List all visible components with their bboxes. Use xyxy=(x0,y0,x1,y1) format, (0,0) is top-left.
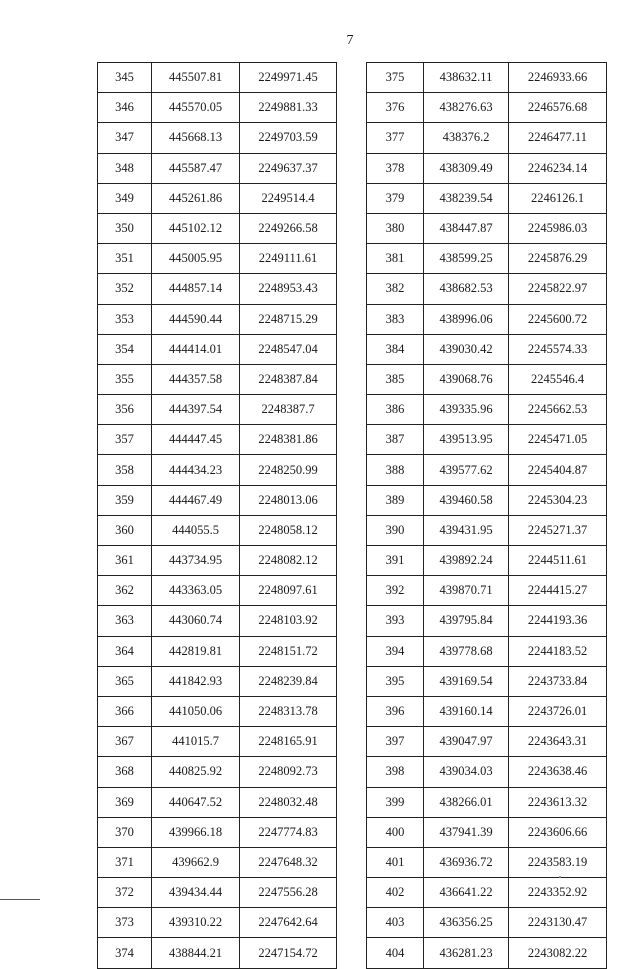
x-coordinate-cell: 439034.03 xyxy=(424,757,509,787)
coordinate-table-right xyxy=(366,62,607,969)
x-coordinate-cell: 438239.54 xyxy=(424,183,509,213)
y-coordinate-cell: 2246933.66 xyxy=(509,63,607,93)
point-number-cell: 377 xyxy=(367,123,424,153)
y-coordinate-cell: 2245876.29 xyxy=(509,244,607,274)
y-coordinate-cell: 2245304.23 xyxy=(509,485,607,515)
table-row xyxy=(98,696,337,726)
table-row xyxy=(367,425,607,455)
table-row xyxy=(367,183,607,213)
x-coordinate-cell: 436641.22 xyxy=(424,878,509,908)
x-coordinate-cell: 443734.95 xyxy=(152,546,240,576)
x-coordinate-cell: 438276.63 xyxy=(424,93,509,123)
y-coordinate-cell: 2243643.31 xyxy=(509,727,607,757)
table-row xyxy=(367,606,607,636)
table-row xyxy=(367,93,607,123)
table-row xyxy=(367,727,607,757)
y-coordinate-cell: 2248092.73 xyxy=(240,757,337,787)
point-number-cell: 390 xyxy=(367,515,424,545)
table-row xyxy=(98,938,337,968)
y-coordinate-cell: 2245822.97 xyxy=(509,274,607,304)
table-row xyxy=(367,546,607,576)
table-row xyxy=(98,787,337,817)
point-number-cell: 353 xyxy=(98,304,152,334)
y-coordinate-cell: 2243613.32 xyxy=(509,787,607,817)
x-coordinate-cell: 438376.2 xyxy=(424,123,509,153)
y-coordinate-cell: 2248547.04 xyxy=(240,334,337,364)
point-number-cell: 360 xyxy=(98,515,152,545)
x-coordinate-cell: 439778.68 xyxy=(424,636,509,666)
scan-speck xyxy=(559,876,561,878)
table-row xyxy=(98,364,337,394)
point-number-cell: 382 xyxy=(367,274,424,304)
y-coordinate-cell: 2248151.72 xyxy=(240,636,337,666)
y-coordinate-cell: 2243352.92 xyxy=(509,878,607,908)
point-number-cell: 379 xyxy=(367,183,424,213)
table-row xyxy=(98,153,337,183)
table-row xyxy=(367,63,607,93)
table-row xyxy=(367,455,607,485)
point-number-cell: 398 xyxy=(367,757,424,787)
y-coordinate-cell: 2248715.29 xyxy=(240,304,337,334)
point-number-cell: 387 xyxy=(367,425,424,455)
point-number-cell: 376 xyxy=(367,93,424,123)
point-number-cell: 369 xyxy=(98,787,152,817)
table-row xyxy=(367,696,607,726)
table-row xyxy=(367,123,607,153)
point-number-cell: 400 xyxy=(367,817,424,847)
point-number-cell: 355 xyxy=(98,364,152,394)
x-coordinate-cell: 436936.72 xyxy=(424,847,509,877)
y-coordinate-cell: 2248082.12 xyxy=(240,546,337,576)
point-number-cell: 363 xyxy=(98,606,152,636)
point-number-cell: 368 xyxy=(98,757,152,787)
table-row xyxy=(98,213,337,243)
y-coordinate-cell: 2249637.37 xyxy=(240,153,337,183)
x-coordinate-cell: 442819.81 xyxy=(152,636,240,666)
x-coordinate-cell: 439047.97 xyxy=(424,727,509,757)
x-coordinate-cell: 445507.81 xyxy=(152,63,240,93)
x-coordinate-cell: 436281.23 xyxy=(424,938,509,968)
point-number-cell: 381 xyxy=(367,244,424,274)
table-row xyxy=(367,757,607,787)
table-row xyxy=(367,485,607,515)
y-coordinate-cell: 2244193.36 xyxy=(509,606,607,636)
table-row xyxy=(98,395,337,425)
y-coordinate-cell: 2245986.03 xyxy=(509,213,607,243)
y-coordinate-cell: 2247556.28 xyxy=(240,878,337,908)
x-coordinate-cell: 445261.86 xyxy=(152,183,240,213)
x-coordinate-cell: 439662.9 xyxy=(152,847,240,877)
x-coordinate-cell: 441050.06 xyxy=(152,696,240,726)
point-number-cell: 396 xyxy=(367,696,424,726)
y-coordinate-cell: 2244183.52 xyxy=(509,636,607,666)
point-number-cell: 350 xyxy=(98,213,152,243)
y-coordinate-cell: 2243583.19 xyxy=(509,847,607,877)
point-number-cell: 392 xyxy=(367,576,424,606)
table-row xyxy=(98,546,337,576)
y-coordinate-cell: 2245662.53 xyxy=(509,395,607,425)
point-number-cell: 372 xyxy=(98,878,152,908)
point-number-cell: 402 xyxy=(367,878,424,908)
table-row xyxy=(98,636,337,666)
point-number-cell: 399 xyxy=(367,787,424,817)
y-coordinate-cell: 2243638.46 xyxy=(509,757,607,787)
table-row xyxy=(98,455,337,485)
y-coordinate-cell: 2246234.14 xyxy=(509,153,607,183)
table-row xyxy=(98,334,337,364)
point-number-cell: 391 xyxy=(367,546,424,576)
point-number-cell: 362 xyxy=(98,576,152,606)
page-number: 7 xyxy=(346,33,354,48)
x-coordinate-cell: 438844.21 xyxy=(152,938,240,968)
y-coordinate-cell: 2249111.61 xyxy=(240,244,337,274)
x-coordinate-cell: 436356.25 xyxy=(424,908,509,938)
point-number-cell: 359 xyxy=(98,485,152,515)
table-row xyxy=(98,817,337,847)
y-coordinate-cell: 2248058.12 xyxy=(240,515,337,545)
point-number-cell: 351 xyxy=(98,244,152,274)
point-number-cell: 373 xyxy=(98,908,152,938)
point-number-cell: 366 xyxy=(98,696,152,726)
x-coordinate-cell: 444447.45 xyxy=(152,425,240,455)
x-coordinate-cell: 444434.23 xyxy=(152,455,240,485)
x-coordinate-cell: 443060.74 xyxy=(152,606,240,636)
x-coordinate-cell: 439431.95 xyxy=(424,515,509,545)
point-number-cell: 401 xyxy=(367,847,424,877)
table-row xyxy=(367,636,607,666)
x-coordinate-cell: 439577.62 xyxy=(424,455,509,485)
x-coordinate-cell: 444414.01 xyxy=(152,334,240,364)
x-coordinate-cell: 445587.47 xyxy=(152,153,240,183)
x-coordinate-cell: 445102.12 xyxy=(152,213,240,243)
table-row xyxy=(98,485,337,515)
y-coordinate-cell: 2245404.87 xyxy=(509,455,607,485)
table-row xyxy=(98,274,337,304)
y-coordinate-cell: 2245546.4 xyxy=(509,364,607,394)
y-coordinate-cell: 2248313.78 xyxy=(240,696,337,726)
x-coordinate-cell: 440647.52 xyxy=(152,787,240,817)
x-coordinate-cell: 441842.93 xyxy=(152,666,240,696)
table-row xyxy=(98,244,337,274)
point-number-cell: 371 xyxy=(98,847,152,877)
y-coordinate-cell: 2249514.4 xyxy=(240,183,337,213)
x-coordinate-cell: 439870.71 xyxy=(424,576,509,606)
y-coordinate-cell: 2248239.84 xyxy=(240,666,337,696)
point-number-cell: 357 xyxy=(98,425,152,455)
table-row xyxy=(98,606,337,636)
x-coordinate-cell: 445668.13 xyxy=(152,123,240,153)
point-number-cell: 356 xyxy=(98,395,152,425)
x-coordinate-cell: 438632.11 xyxy=(424,63,509,93)
point-number-cell: 349 xyxy=(98,183,152,213)
coordinate-table-right-body xyxy=(367,63,607,969)
point-number-cell: 375 xyxy=(367,63,424,93)
x-coordinate-cell: 437941.39 xyxy=(424,817,509,847)
y-coordinate-cell: 2248387.7 xyxy=(240,395,337,425)
y-coordinate-cell: 2243606.66 xyxy=(509,817,607,847)
table-row xyxy=(98,515,337,545)
table-row xyxy=(98,304,337,334)
table-row xyxy=(98,727,337,757)
y-coordinate-cell: 2248165.91 xyxy=(240,727,337,757)
table-row xyxy=(98,908,337,938)
point-number-cell: 395 xyxy=(367,666,424,696)
x-coordinate-cell: 439434.44 xyxy=(152,878,240,908)
table-row xyxy=(367,878,607,908)
point-number-cell: 361 xyxy=(98,546,152,576)
y-coordinate-cell: 2248013.06 xyxy=(240,485,337,515)
x-coordinate-cell: 438682.53 xyxy=(424,274,509,304)
y-coordinate-cell: 2248097.61 xyxy=(240,576,337,606)
y-coordinate-cell: 2247774.83 xyxy=(240,817,337,847)
x-coordinate-cell: 440825.92 xyxy=(152,757,240,787)
point-number-cell: 365 xyxy=(98,666,152,696)
point-number-cell: 367 xyxy=(98,727,152,757)
y-coordinate-cell: 2247642.64 xyxy=(240,908,337,938)
x-coordinate-cell: 439160.14 xyxy=(424,696,509,726)
y-coordinate-cell: 2243733.84 xyxy=(509,666,607,696)
table-row xyxy=(98,63,337,93)
x-coordinate-cell: 439169.54 xyxy=(424,666,509,696)
table-row xyxy=(367,364,607,394)
point-number-cell: 348 xyxy=(98,153,152,183)
table-row xyxy=(98,576,337,606)
table-row xyxy=(98,757,337,787)
y-coordinate-cell: 2244415.27 xyxy=(509,576,607,606)
x-coordinate-cell: 438266.01 xyxy=(424,787,509,817)
point-number-cell: 346 xyxy=(98,93,152,123)
point-number-cell: 354 xyxy=(98,334,152,364)
point-number-cell: 385 xyxy=(367,364,424,394)
table-row xyxy=(367,938,607,968)
table-row xyxy=(98,425,337,455)
y-coordinate-cell: 2248250.99 xyxy=(240,455,337,485)
y-coordinate-cell: 2246477.11 xyxy=(509,123,607,153)
point-number-cell: 386 xyxy=(367,395,424,425)
y-coordinate-cell: 2245471.05 xyxy=(509,425,607,455)
point-number-cell: 358 xyxy=(98,455,152,485)
y-coordinate-cell: 2248387.84 xyxy=(240,364,337,394)
y-coordinate-cell: 2245600.72 xyxy=(509,304,607,334)
point-number-cell: 383 xyxy=(367,304,424,334)
x-coordinate-cell: 443363.05 xyxy=(152,576,240,606)
x-coordinate-cell: 439030.42 xyxy=(424,334,509,364)
x-coordinate-cell: 445005.95 xyxy=(152,244,240,274)
table-row xyxy=(367,576,607,606)
y-coordinate-cell: 2246576.68 xyxy=(509,93,607,123)
x-coordinate-cell: 444397.54 xyxy=(152,395,240,425)
point-number-cell: 388 xyxy=(367,455,424,485)
y-coordinate-cell: 2249266.58 xyxy=(240,213,337,243)
x-coordinate-cell: 444055.5 xyxy=(152,515,240,545)
point-number-cell: 347 xyxy=(98,123,152,153)
x-coordinate-cell: 439460.58 xyxy=(424,485,509,515)
point-number-cell: 352 xyxy=(98,274,152,304)
table-row xyxy=(367,515,607,545)
point-number-cell: 397 xyxy=(367,727,424,757)
x-coordinate-cell: 438447.87 xyxy=(424,213,509,243)
table-row xyxy=(367,847,607,877)
point-number-cell: 370 xyxy=(98,817,152,847)
x-coordinate-cell: 444357.58 xyxy=(152,364,240,394)
point-number-cell: 380 xyxy=(367,213,424,243)
y-coordinate-cell: 2248103.92 xyxy=(240,606,337,636)
x-coordinate-cell: 444857.14 xyxy=(152,274,240,304)
y-coordinate-cell: 2244511.61 xyxy=(509,546,607,576)
point-number-cell: 384 xyxy=(367,334,424,364)
y-coordinate-cell: 2247154.72 xyxy=(240,938,337,968)
table-row xyxy=(367,666,607,696)
table-row xyxy=(367,304,607,334)
y-coordinate-cell: 2248032.48 xyxy=(240,787,337,817)
y-coordinate-cell: 2247648.32 xyxy=(240,847,337,877)
point-number-cell: 364 xyxy=(98,636,152,666)
y-coordinate-cell: 2249703.59 xyxy=(240,123,337,153)
point-number-cell: 389 xyxy=(367,485,424,515)
point-number-cell: 394 xyxy=(367,636,424,666)
x-coordinate-cell: 444590.44 xyxy=(152,304,240,334)
x-coordinate-cell: 439795.84 xyxy=(424,606,509,636)
table-row xyxy=(367,334,607,364)
point-number-cell: 378 xyxy=(367,153,424,183)
table-row xyxy=(98,666,337,696)
x-coordinate-cell: 438599.25 xyxy=(424,244,509,274)
table-row xyxy=(98,847,337,877)
coordinate-table-left-body xyxy=(98,63,337,969)
table-row xyxy=(367,153,607,183)
y-coordinate-cell: 2248953.43 xyxy=(240,274,337,304)
x-coordinate-cell: 439513.95 xyxy=(424,425,509,455)
table-row xyxy=(367,395,607,425)
point-number-cell: 404 xyxy=(367,938,424,968)
y-coordinate-cell: 2249971.45 xyxy=(240,63,337,93)
footer-rule xyxy=(0,899,40,900)
table-row xyxy=(367,274,607,304)
coordinate-table-left xyxy=(97,62,337,969)
x-coordinate-cell: 441015.7 xyxy=(152,727,240,757)
table-row xyxy=(367,213,607,243)
x-coordinate-cell: 439966.18 xyxy=(152,817,240,847)
point-number-cell: 403 xyxy=(367,908,424,938)
table-row xyxy=(367,244,607,274)
y-coordinate-cell: 2245271.37 xyxy=(509,515,607,545)
y-coordinate-cell: 2248381.86 xyxy=(240,425,337,455)
y-coordinate-cell: 2245574.33 xyxy=(509,334,607,364)
table-row xyxy=(98,183,337,213)
table-row xyxy=(367,787,607,817)
table-row xyxy=(367,817,607,847)
x-coordinate-cell: 439310.22 xyxy=(152,908,240,938)
table-row xyxy=(98,123,337,153)
table-row xyxy=(98,93,337,123)
point-number-cell: 374 xyxy=(98,938,152,968)
point-number-cell: 393 xyxy=(367,606,424,636)
x-coordinate-cell: 438996.06 xyxy=(424,304,509,334)
x-coordinate-cell: 445570.05 xyxy=(152,93,240,123)
table-row xyxy=(367,908,607,938)
table-row xyxy=(98,878,337,908)
x-coordinate-cell: 439335.96 xyxy=(424,395,509,425)
y-coordinate-cell: 2249881.33 xyxy=(240,93,337,123)
x-coordinate-cell: 444467.49 xyxy=(152,485,240,515)
x-coordinate-cell: 439892.24 xyxy=(424,546,509,576)
y-coordinate-cell: 2243082.22 xyxy=(509,938,607,968)
x-coordinate-cell: 438309.49 xyxy=(424,153,509,183)
y-coordinate-cell: 2243130.47 xyxy=(509,908,607,938)
y-coordinate-cell: 2246126.1 xyxy=(509,183,607,213)
y-coordinate-cell: 2243726.01 xyxy=(509,696,607,726)
point-number-cell: 345 xyxy=(98,63,152,93)
x-coordinate-cell: 439068.76 xyxy=(424,364,509,394)
